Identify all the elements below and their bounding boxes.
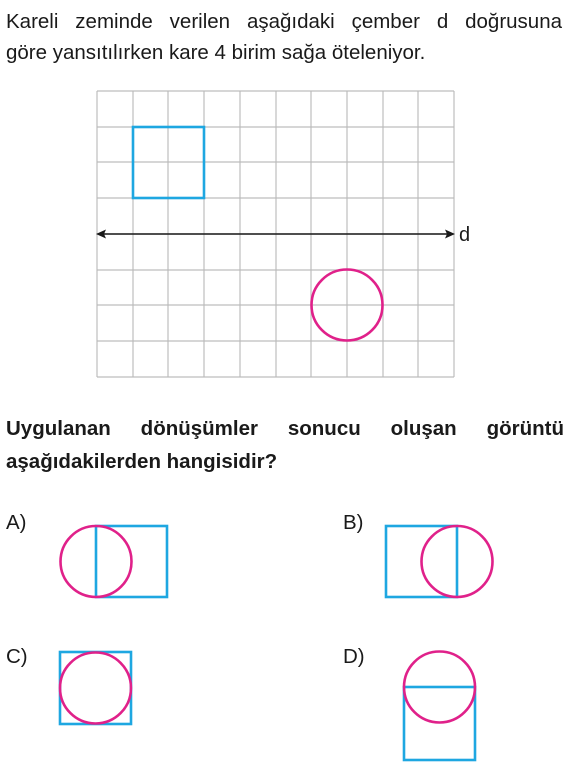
question-line-2: göre yansıtılırken kare 4 birim sağa öteleniyor. xyxy=(6,41,426,64)
prompt-line-2: aşağıdakilerden hangisidir? xyxy=(6,450,278,473)
option-a-label[interactable]: A) xyxy=(6,511,27,534)
prompt-line-1: Uygulanan dönüşümler sonucu oluşan görüntü xyxy=(6,417,564,440)
line-d-label: d xyxy=(459,224,471,246)
option-d-label[interactable]: D) xyxy=(343,645,365,668)
prompt-text xyxy=(6,412,564,478)
option-d-figure[interactable] xyxy=(395,642,490,767)
option-b-figure[interactable] xyxy=(378,515,508,607)
question-line-1: Kareli zeminde verilen aşağıdaki çember d doğrusuna xyxy=(6,10,562,33)
option-c-label[interactable]: C) xyxy=(6,645,28,668)
option-c-circle xyxy=(60,653,131,724)
option-a-figure[interactable] xyxy=(50,515,180,607)
option-c-figure[interactable] xyxy=(50,642,150,734)
option-b-label[interactable]: B) xyxy=(343,511,364,534)
